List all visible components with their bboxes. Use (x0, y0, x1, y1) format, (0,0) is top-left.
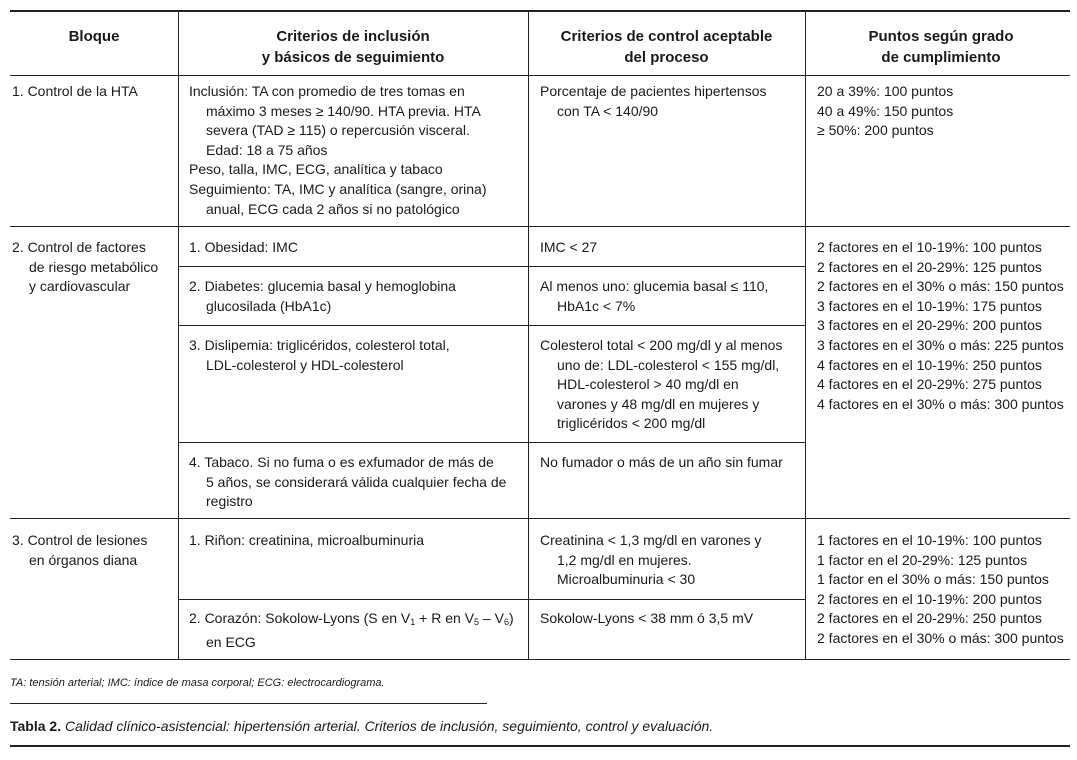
footnote-rule (10, 703, 487, 704)
block1-control: Porcentaje de pacientes hipertensos con TA < 140/90 (540, 83, 767, 119)
block3-control-1: Creatinina < 1,3 mg/dl en varones y 1,2 mg/dl en mujeres. Microalbuminuria < 30 (540, 532, 762, 588)
header-puntos: Puntos según grado de cumplimiento (868, 28, 1014, 66)
block1-inclusion: Inclusión: TA con promedio de tres tomas en máximo 3 meses ≥ 140/90. HTA previa. HTA severa (TAD ≥ 115) o repercusión visceral. Edad: 18 a 75 años Peso, talla, IMC, ECG, analítica y tabaco Seguimiento: TA, IMC y analítica (sangre, orina) anual, ECG cada 2 años si no patológico (189, 83, 487, 217)
caption-label: Tabla 2. (10, 718, 62, 734)
caption-bottom-rule (10, 745, 1070, 747)
block2-puntos: 2 factores en el 10-19%: 100 puntos 2 factores en el 20-29%: 125 puntos 2 factores en el 30% o más: 150 puntos 3 factores en el 10-19%: 175 puntos 3 factores en el 20-29%: 200 puntos 3 factores en el 30% o más: 225 puntos 4 factores en el 10-19%: 250 puntos 4 factores en el 20-29%: 275 puntos 4 factores en el 30% o más: 300 puntos (817, 239, 1064, 412)
block1-bottom-rule (10, 226, 1070, 227)
block3-puntos: 1 factores en el 10-19%: 100 puntos 1 factor en el 20-29%: 125 puntos 1 factor en el 30% o más: 150 puntos 2 factores en el 10-19%: 200 puntos 2 factores en el 20-29%: 250 puntos 2 factores en el 30% o más: 300 puntos (817, 532, 1064, 646)
block2-criterio-4: 4. Tabaco. Si no fuma o es exfumador de más de 5 años, se considerará válida cualquier fecha de registro (189, 454, 507, 510)
block2-control-1: IMC < 27 (540, 239, 598, 255)
table-caption (10, 718, 713, 734)
header-control: Criterios de control aceptable del proceso (560, 28, 773, 66)
header-bottom-rule (10, 75, 1070, 76)
block1-bloque: 1. Control de la HTA (12, 83, 138, 99)
row-rule (178, 599, 805, 600)
block2-control-3: Colesterol total < 200 mg/dl y al menos uno de: LDL-colesterol < 155 mg/dl, HDL-colesterol > 40 mg/dl en varones y 48 mg/dl en mujeres y triglicéridos < 200 mg/dl (540, 337, 783, 432)
table-top-rule (10, 10, 1070, 12)
block2-criterio-1: 1. Obesidad: IMC (189, 239, 298, 255)
block2-bloque: 2. Control de factores de riesgo metabólico y cardiovascular (12, 239, 159, 295)
table-footnote: TA: tensión arterial; IMC: índice de masa corporal; ECG: electrocardiograma. (10, 677, 385, 689)
table-bottom-rule (10, 659, 1070, 660)
block3-criterio-1: 1. Riñon: creatinina, microalbuminuria (189, 532, 424, 548)
col-divider (528, 12, 529, 659)
block2-criterio-2: 2. Diabetes: glucemia basal y hemoglobina glucosilada (HbA1c) (189, 278, 456, 314)
block2-bottom-rule (10, 518, 1070, 519)
block2-criterio-3: 3. Dislipemia: triglicéridos, colesterol total, LDL-colesterol y HDL-colesterol (189, 337, 450, 373)
caption-text: Calidad clínico-asistencial: hipertensión arterial. Criterios de inclusión, seguimiento, control y evaluación. (64, 718, 714, 734)
block1-puntos: 20 a 39%: 100 puntos 40 a 49%: 150 puntos ≥ 50%: 200 puntos (817, 83, 954, 139)
row-rule (178, 325, 805, 326)
block3-bloque: 3. Control de lesiones en órganos diana (12, 532, 148, 568)
header-bloque: Bloque (68, 28, 120, 45)
block3-control-2: Sokolow-Lyons < 38 mm ó 3,5 mV (540, 610, 754, 626)
col-divider (178, 12, 179, 659)
col-divider (805, 12, 806, 659)
header-inclusion: Criterios de inclusión y básicos de seguimiento (261, 28, 445, 66)
block3-criterio-2: 2. Corazón: Sokolow-Lyons (S en $V_1 + R$ en $V_5 - V_6$) en ECG (189, 610, 514, 650)
block2-control-4: No fumador o más de un año sin fumar (540, 454, 783, 470)
row-rule (178, 266, 805, 267)
row-rule (178, 442, 805, 443)
block2-control-2: Al menos uno: glucemia basal ≤ 110, HbA1c < 7% (540, 278, 769, 314)
